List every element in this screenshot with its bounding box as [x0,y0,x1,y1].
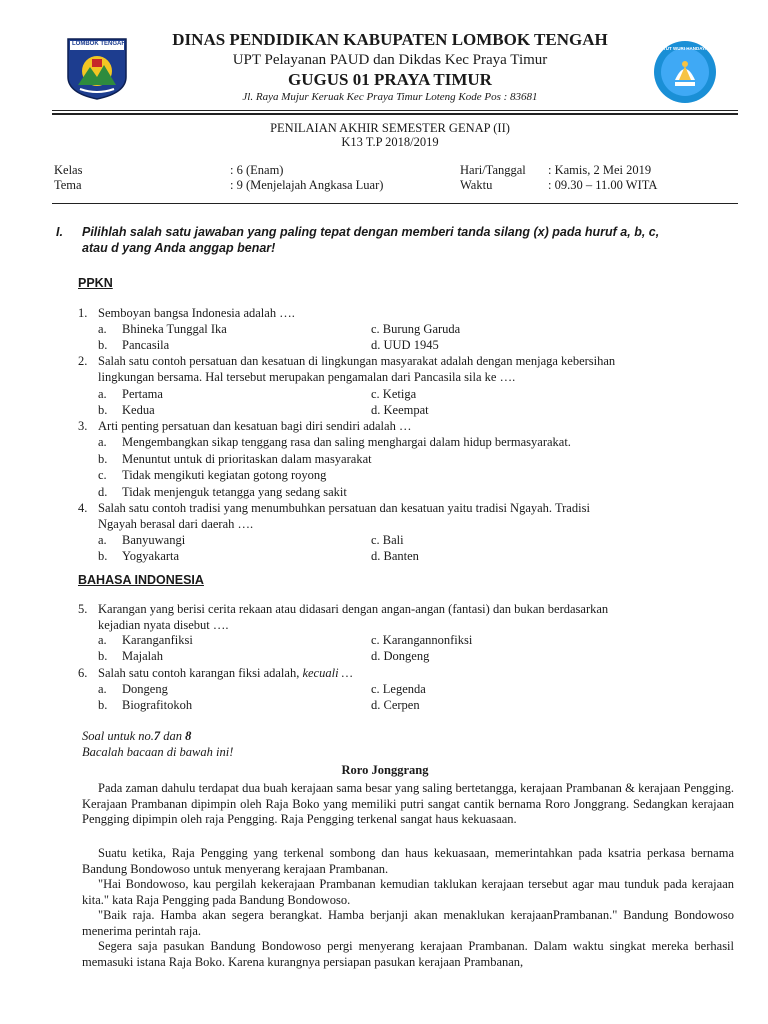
district-logo [66,37,128,101]
instruction-line1: Pilihlah salah satu jawaban yang paling tepat dengan memberi tanda silang (x) pada huruf a, b, c, [82,225,660,239]
waktu-value: : 09.30 – 11.00 WITA [548,178,658,192]
q4-b-letter: b. [98,549,108,563]
instruction-number: I. [56,225,63,239]
header-divider-thick [52,113,738,115]
q6-a-letter: a. [98,682,107,696]
q2-option-d: d. Keempat [371,403,429,417]
header-unit: UPT Pelayanan PAUD dan Dikdas Kec Praya Timur [232,52,548,68]
q4-text-line2: Ngayah berasal dari daerah …. [98,517,254,531]
tema-value: : 9 (Menjelajah Angkasa Luar) [230,178,384,192]
q5-b-letter: b. [98,649,108,663]
q6-number: 6. [78,666,88,680]
q3-option-a: Mengembangkan sikap tenggang rasa dan saling menghargai dalam hidup bermasyarakat. [122,435,571,449]
hari-label: Hari/Tanggal [460,163,526,177]
q6-text-main: Salah satu contoh karangan fiksi adalah, [98,666,300,680]
q4-number: 4. [78,501,88,515]
q6-b-letter: b. [98,698,108,712]
q3-a-letter: a. [98,435,107,449]
q2-b-letter: b. [98,403,108,417]
q5-number: 5. [78,602,88,616]
q2-a-letter: a. [98,387,107,401]
q5-option-b: Majalah [122,649,163,663]
q6-option-b: Biografitokoh [122,698,193,712]
reading-paragraph-4: "Baik raja. Hamba akan segera berangkat. Hamba berjanji akan menaklukan kerajaanPrambanan." Bandung Bondowoso menerima perintah raja. [82,908,734,938]
reading-note-7: 7 [153,729,161,743]
q3-c-letter: c. [98,468,107,482]
q3-b-letter: b. [98,452,108,466]
q3-d-letter: d. [98,485,108,499]
section-bahasa-indonesia: BAHASA INDONESIA [78,573,204,587]
section-ppkn: PPKN [78,276,113,290]
q6-option-a: Dongeng [122,682,168,696]
kelas-label: Kelas [54,163,83,177]
waktu-label: Waktu [460,178,493,192]
q3-option-b: Menuntut untuk di prioritaskan dalam masyarakat [122,452,372,466]
q2-option-a: Pertama [122,387,163,401]
q6-text-kecuali: kecuali [302,666,339,680]
header-agency: DINAS PENDIDIKAN KABUPATEN LOMBOK TENGAH [172,30,608,49]
q2-text-line1: Salah satu contoh persatuan dan kesatuan di lingkungan masyarakat adalah dengan menjaga kebersihan [98,354,616,368]
reading-note-dan: dan [160,729,186,743]
district-logo-text: LOMBOK TENGAH [72,41,126,47]
q5-option-a: Karanganfiksi [122,633,193,647]
q6-option-d: d. Cerpen [371,698,420,712]
q1-a-letter: a. [98,322,107,336]
reading-title: Roro Jonggrang [341,763,429,777]
header-divider [52,110,738,111]
q6-text [98,665,353,681]
q2-option-b: Kedua [122,403,155,417]
q3-number: 3. [78,419,88,433]
reading-note-questions [82,728,191,744]
q1-option-c: c. Burung Garuda [371,322,461,336]
q4-option-c: c. Bali [371,533,404,547]
q5-text-line1: Karangan yang berisi cerita rekaan atau didasari dengan angan-angan (fantasi) dan bukan berdasarkan [98,602,609,616]
q3-option-c: Tidak mengikuti kegiatan gotong royong [122,468,327,482]
q5-a-letter: a. [98,633,107,647]
q5-text-line2: kejadian nyata disebut …. [98,618,229,632]
instruction-line2: atau d yang Anda anggap benar! [82,241,276,255]
q5-option-c: c. Karangannonfiksi [371,633,473,647]
header-address: Jl. Raya Mujur Keruak Kec Praya Timur Loteng Kode Pos : 83681 [242,91,538,103]
q1-option-a: Bhineka Tunggal Ika [122,322,227,336]
reading-paragraph-1: Pada zaman dahulu terdapat dua buah kerajaan sama besar yang saling bertetangga, kerajaan Prambanan & kerajaan Pengging. Kerajaan Prambanan dipimpin oleh Raja Boko yang memiliki putri sangat cantik bernama Roro Jonggrang. Sedangkan kerajaan Pengging dipimpin oleh raja Pengging. Raja Pengging terkenal sangat haus kekuasaan. [82,781,734,826]
kelas-value: : 6 (Enam) [230,163,284,177]
reading-paragraph-3: "Hai Bondowoso, kau pergilah kekerajaan Prambanan kemudian taklukan kerajaan tersebut agar mau tunduk pada kerajaan kita." kata Raja Pengging pada Bandung Bondowoso. [82,877,734,907]
q6-text-end: … [338,666,353,680]
q4-a-letter: a. [98,533,107,547]
header-cluster: GUGUS 01 PRAYA TIMUR [288,70,492,89]
q4-option-a: Banyuwangi [122,533,186,547]
tut-wuri-logo-text: TUT WURI HANDAYANI [663,46,713,51]
q2-text-line2: lingkungan bersama. Hal tersebut merupakan pengamalan dari Pancasila sila ke …. [98,370,516,384]
q3-option-d: Tidak menjenguk tetangga yang sedang sakit [122,485,347,499]
q1-text: Semboyan bangsa Indonesia adalah …. [98,306,295,320]
q4-text-line1: Salah satu contoh tradisi yang menumbuhkan persatuan dan kesatuan yaitu tradisi Ngayah. Tradisi [98,501,590,515]
q6-option-c: c. Legenda [371,682,426,696]
q1-b-letter: b. [98,338,108,352]
reading-paragraph-5: Segera saja pasukan Bandung Bondowoso pergi menyerang kerajaan Prambanan. Dalam waktu singkat mereka berhasil memasuki istana Raja Boko. Karena kurangnya persiapan pasukan kerajaan Prambanan, [82,939,734,969]
reading-note-pre: Soal untuk no. [82,729,154,743]
q5-option-d: d. Dongeng [371,649,430,663]
reading-paragraph-2: Suatu ketika, Raja Pengging yang terkenal sombong dan haus kekuasaan, memerintahkan pada ksatria perkasa bernama Bandung Bondowoso untuk menyerang kerajaan Prambanan. [82,846,734,876]
tema-label: Tema [54,178,82,192]
q4-option-b: Yogyakarta [122,549,180,563]
q3-text: Arti penting persatuan dan kesatuan bagi diri sendiri adalah … [98,419,412,433]
exam-subtitle: K13 T.P 2018/2019 [341,135,439,149]
q2-option-c: c. Ketiga [371,387,417,401]
q1-option-b: Pancasila [122,338,170,352]
q1-number: 1. [78,306,88,320]
tut-wuri-handayani-logo [653,40,717,104]
meta-divider [52,203,738,204]
q2-number: 2. [78,354,88,368]
reading-note-8: 8 [185,729,192,743]
exam-title: PENILAIAN AKHIR SEMESTER GENAP (II) [270,121,510,135]
q1-option-d: d. UUD 1945 [371,338,439,352]
q4-option-d: d. Banten [371,549,419,563]
reading-instruction: Bacalah bacaan di bawah ini! [82,745,234,759]
hari-value: : Kamis, 2 Mei 2019 [548,163,652,177]
